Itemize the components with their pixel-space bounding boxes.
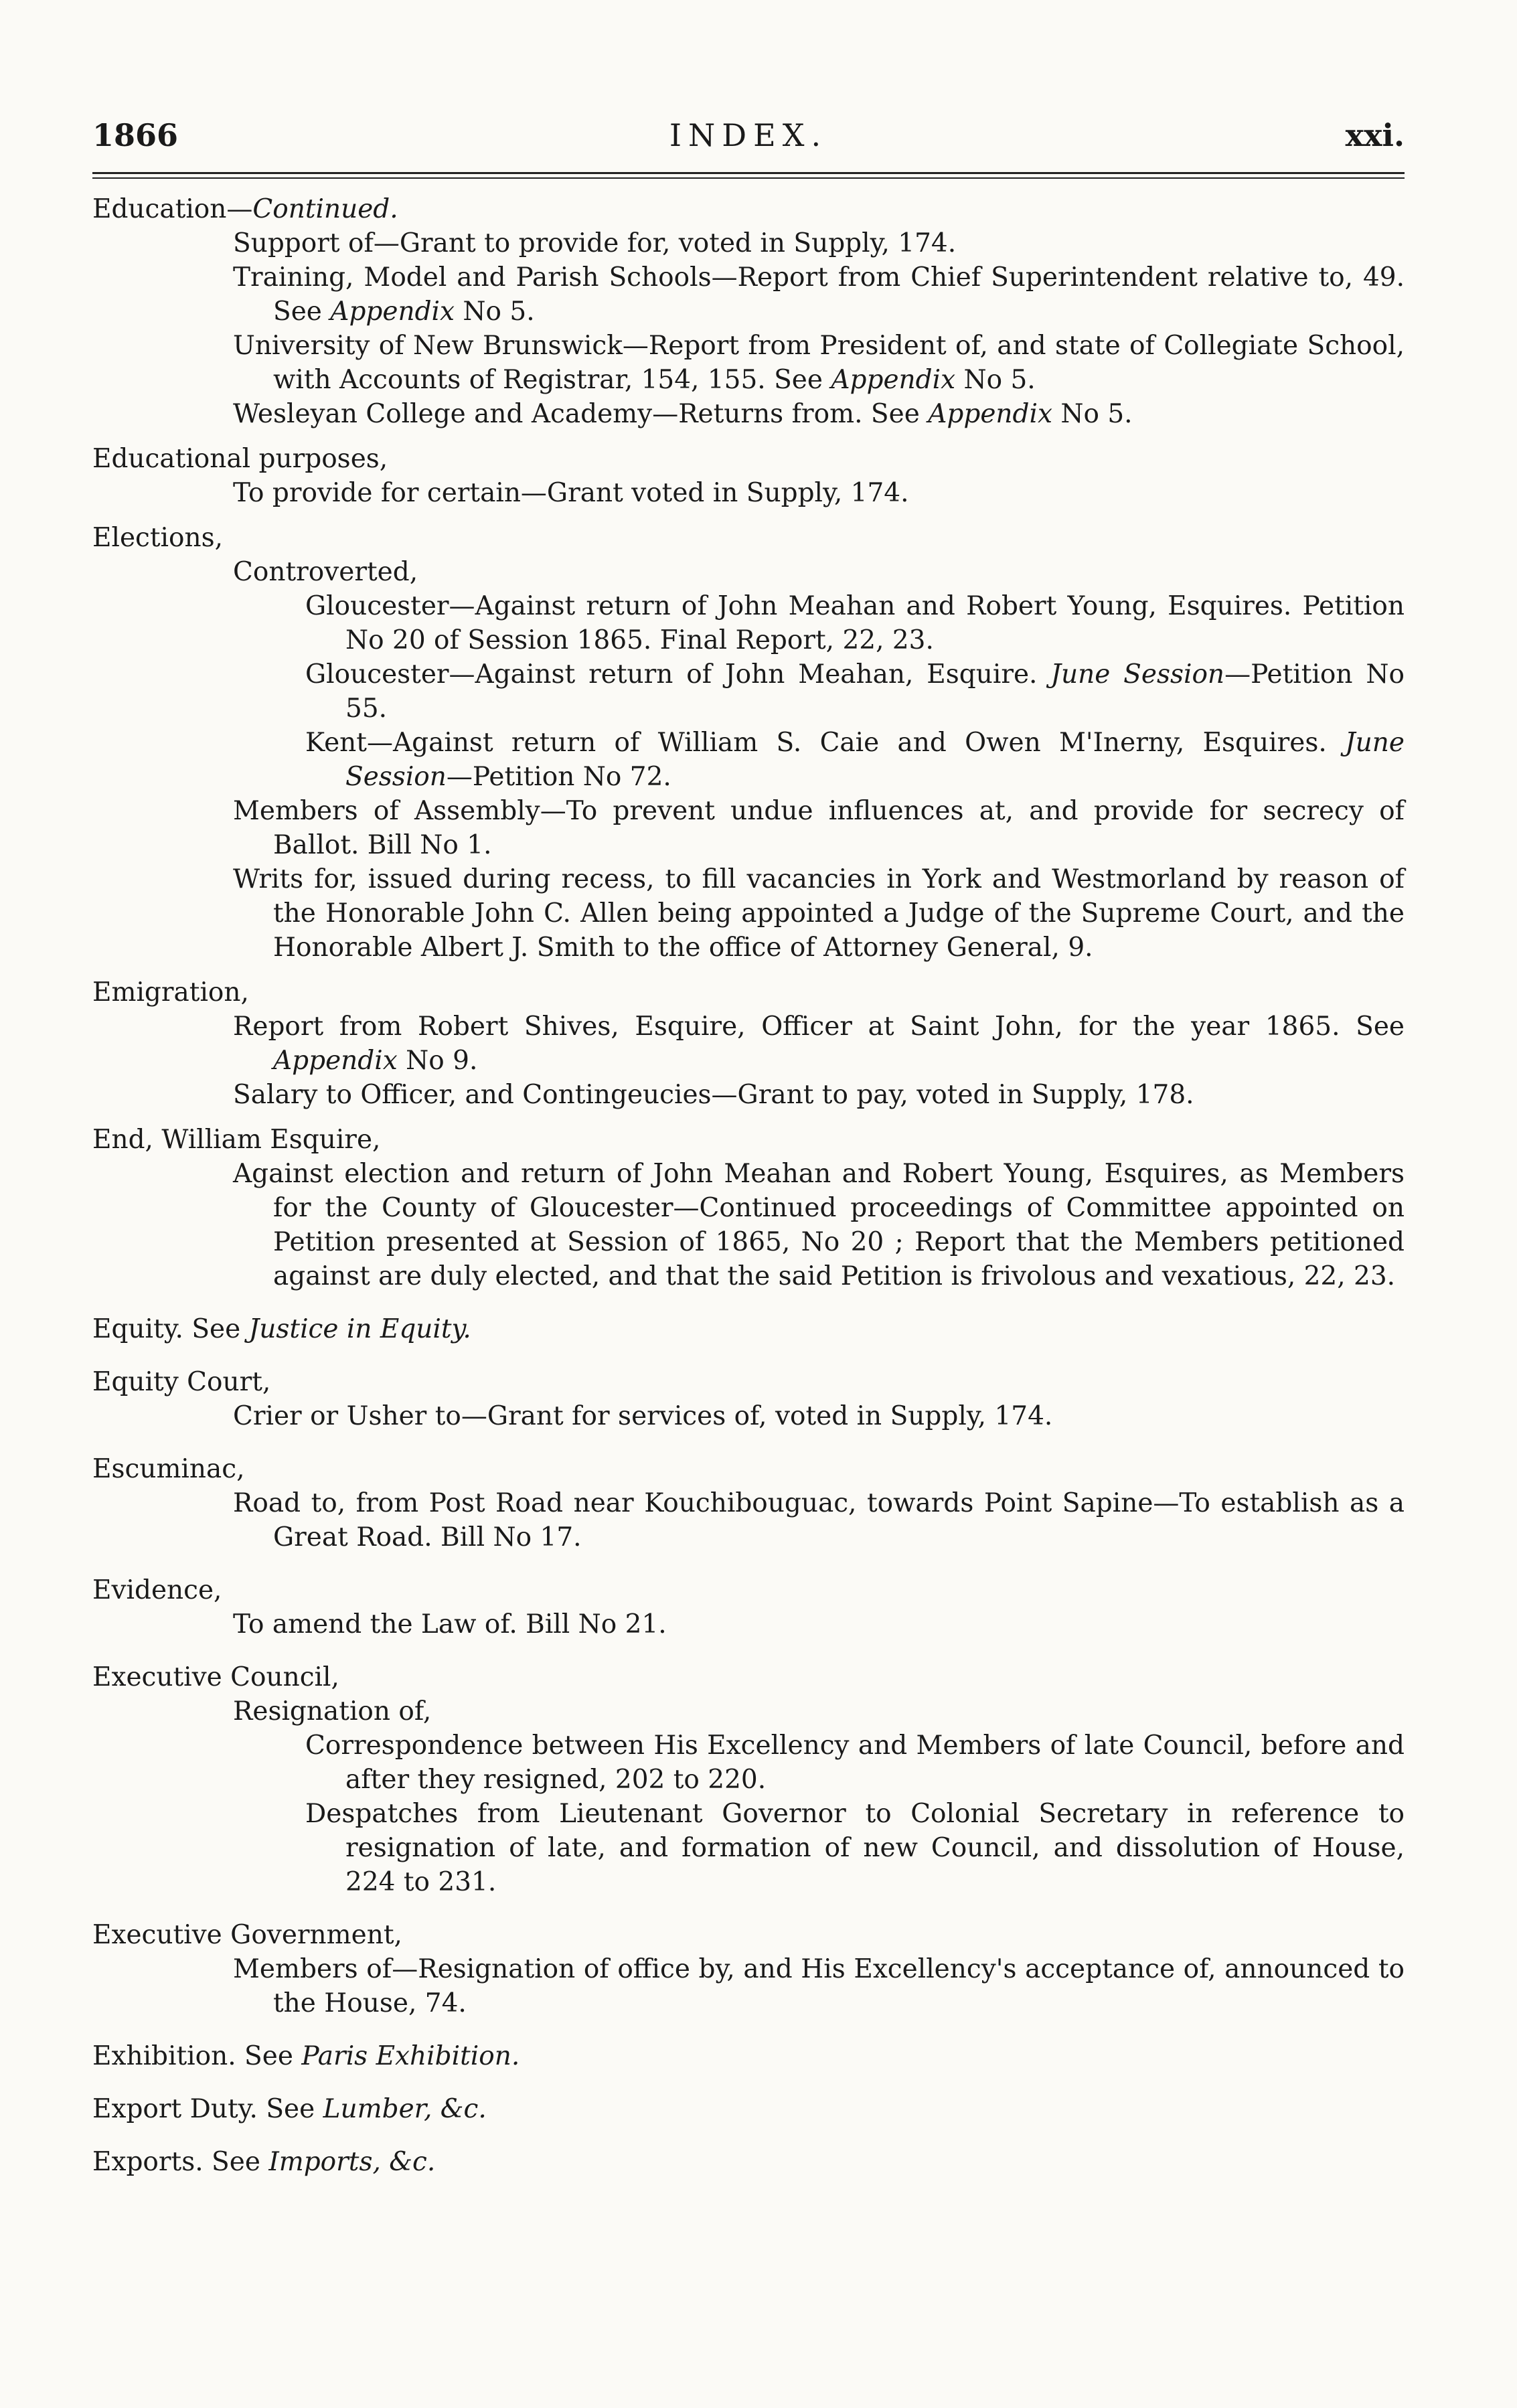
index-text: Resignation of, (233, 1696, 432, 1727)
index-subentry (233, 1694, 1405, 1729)
index-text: Despatches from Lieutenant Governor to Colonial Secretary in reference to resignation of late, and formation of new Council, and dissolution of House, 224 to 231. (305, 1799, 1405, 1897)
index-heading (92, 1365, 1405, 1399)
index-italic-text: June Session (345, 728, 1405, 792)
header-year: 1866 (92, 117, 179, 153)
index-heading (92, 1660, 1405, 1694)
index-text: Report from Robert Shives, Esquire, Officer at Saint John, for the year 1865. See (233, 1012, 1405, 1042)
index-heading (92, 2092, 1405, 2126)
index-text: Road to, from Post Road near Kouchibouguac, towards Point Sapine—To establish as a Great Road. Bill No 17. (233, 1488, 1405, 1552)
index-text: Executive Council, (92, 1662, 339, 1692)
index-text: Gloucester—Against return of John Meahan and Robert Young, Esquires. Petition No 20 of Session 1865. Final Report, 22, 23. (305, 591, 1405, 655)
index-heading (92, 521, 1405, 555)
index-subsubentry (305, 1797, 1405, 1899)
index-heading (92, 975, 1405, 1010)
index-text: Wesleyan College and Academy—Returns from. See (233, 399, 929, 429)
index-subentry (233, 329, 1405, 397)
index-italic-text: Appendix (928, 399, 1052, 429)
index-text: —Petition No 72. (446, 762, 671, 792)
index-subentry (233, 1010, 1405, 1078)
index-subsubentry (305, 657, 1405, 726)
index-text: Members of—Resignation of office by, and His Excellency's acceptance of, announced to the House, 74. (233, 1954, 1405, 2018)
index-text: Elections, (92, 523, 224, 553)
index-heading (92, 442, 1405, 476)
index-subentry (233, 260, 1405, 329)
index-text: Gloucester—Against return of John Meahan, Esquire. (305, 659, 1051, 690)
index-heading (92, 2039, 1405, 2073)
index-text: Equity Court, (92, 1367, 271, 1397)
index-text: Against election and return of John Meahan and Robert Young, Esquires, as Members for the County of Gloucester—Continued proceedings of Committee appointed on Petition presented at Session of 1865, No 20 ; Report that the Members petitioned against are duly elected, and that the said Petition is frivolous and vexatious, 22, 23. (233, 1159, 1405, 1291)
index-italic-text: Lumber, &c. (323, 2094, 487, 2124)
index-subentry (233, 1157, 1405, 1293)
index-italic-text: Appendix (831, 365, 956, 395)
index-subentry (233, 794, 1405, 862)
index-subsubentry (305, 589, 1405, 657)
index-text: Salary to Officer, and Contingeucies—Grant to pay, voted in Supply, 178. (233, 1080, 1194, 1110)
index-text: University of New Brunswick—Report from President of, and state of Collegiate School, with Accounts of Registrar, 154, 155. See (233, 331, 1405, 395)
index-text: To provide for certain—Grant voted in Supply, 174. (233, 478, 909, 508)
index-subentry (233, 226, 1405, 260)
index-heading (92, 1312, 1405, 1346)
index-text: —Petition No 55. (345, 659, 1405, 724)
index-subentry (233, 1607, 1405, 1641)
index-heading (92, 192, 1405, 226)
index-text: Exhibition. See (92, 2041, 302, 2071)
index-heading (92, 1123, 1405, 1157)
index-heading (92, 1573, 1405, 1607)
header-rule (92, 172, 1405, 174)
index-subentry (233, 1078, 1405, 1112)
index-italic-text: June Session (1050, 659, 1225, 690)
index-heading (92, 1452, 1405, 1486)
index-text: No 5. (455, 297, 535, 327)
index-italic-text: Continued. (252, 194, 398, 224)
index-text: No 9. (397, 1046, 478, 1076)
index-italic-text: Appendix (330, 297, 455, 327)
index-subentry (233, 476, 1405, 510)
index-italic-text: Appendix (273, 1046, 398, 1076)
index-subentry (233, 555, 1405, 589)
index-subentry (233, 862, 1405, 965)
index-text: Educational purposes, (92, 444, 388, 474)
index-text: Emigration, (92, 977, 249, 1008)
header-title: INDEX. (669, 117, 828, 153)
index-subsubentry (305, 726, 1405, 794)
index-text: Exports. See (92, 2147, 269, 2177)
index-text: Education— (92, 194, 253, 224)
header-rule-double (92, 177, 1405, 179)
index-italic-text: Justice in Equity. (248, 1314, 471, 1344)
index-text: End, William Esquire, (92, 1125, 381, 1155)
index-heading (92, 1918, 1405, 1952)
index-text: To amend the Law of. Bill No 21. (233, 1609, 667, 1639)
index-page (92, 110, 1405, 2177)
index-subentry (233, 1952, 1405, 2020)
index-subsubentry (305, 1729, 1405, 1797)
index-subentry (233, 397, 1405, 431)
index-text: Training, Model and Parish Schools—Report from Chief Superintendent relative to, 49. See (233, 262, 1405, 327)
index-italic-text: Paris Exhibition. (301, 2041, 520, 2071)
index-text: No 5. (955, 365, 1036, 395)
index-text: Support of—Grant to provide for, voted in Supply, 174. (233, 228, 957, 258)
index-text: Correspondence between His Excellency and Members of late Council, before and after they resigned, 202 to 220. (305, 1731, 1405, 1795)
index-text: Controverted, (233, 557, 418, 587)
header-page-number: xxi. (1345, 117, 1405, 153)
index-text: Executive Government, (92, 1920, 402, 1950)
page-header (92, 110, 1405, 157)
index-subentry (233, 1399, 1405, 1433)
index-text: Equity. See (92, 1314, 249, 1344)
index-subentry (233, 1486, 1405, 1554)
index-text: Crier or Usher to—Grant for services of, voted in Supply, 174. (233, 1401, 1053, 1431)
index-text: Evidence, (92, 1575, 222, 1605)
index-text: No 5. (1052, 399, 1133, 429)
index-heading (92, 2145, 1405, 2179)
index-text: Export Duty. See (92, 2094, 323, 2124)
index-text: Members of Assembly—To prevent undue influences at, and provide for secrecy of Ballot. Bill No 1. (233, 796, 1405, 860)
index-body (92, 192, 1405, 2179)
index-text: Writs for, issued during recess, to fill vacancies in York and Westmorland by reason of the Honorable John C. Allen being appointed a Judge of the Supreme Court, and the Honorable Albert J. Smith to the office of Attorney General, 9. (233, 864, 1405, 963)
index-text: Kent—Against return of William S. Caie and Owen M'Inerny, Esquires. (305, 728, 1346, 758)
index-italic-text: Imports, &c. (268, 2147, 436, 2177)
index-text: Escuminac, (92, 1454, 245, 1484)
